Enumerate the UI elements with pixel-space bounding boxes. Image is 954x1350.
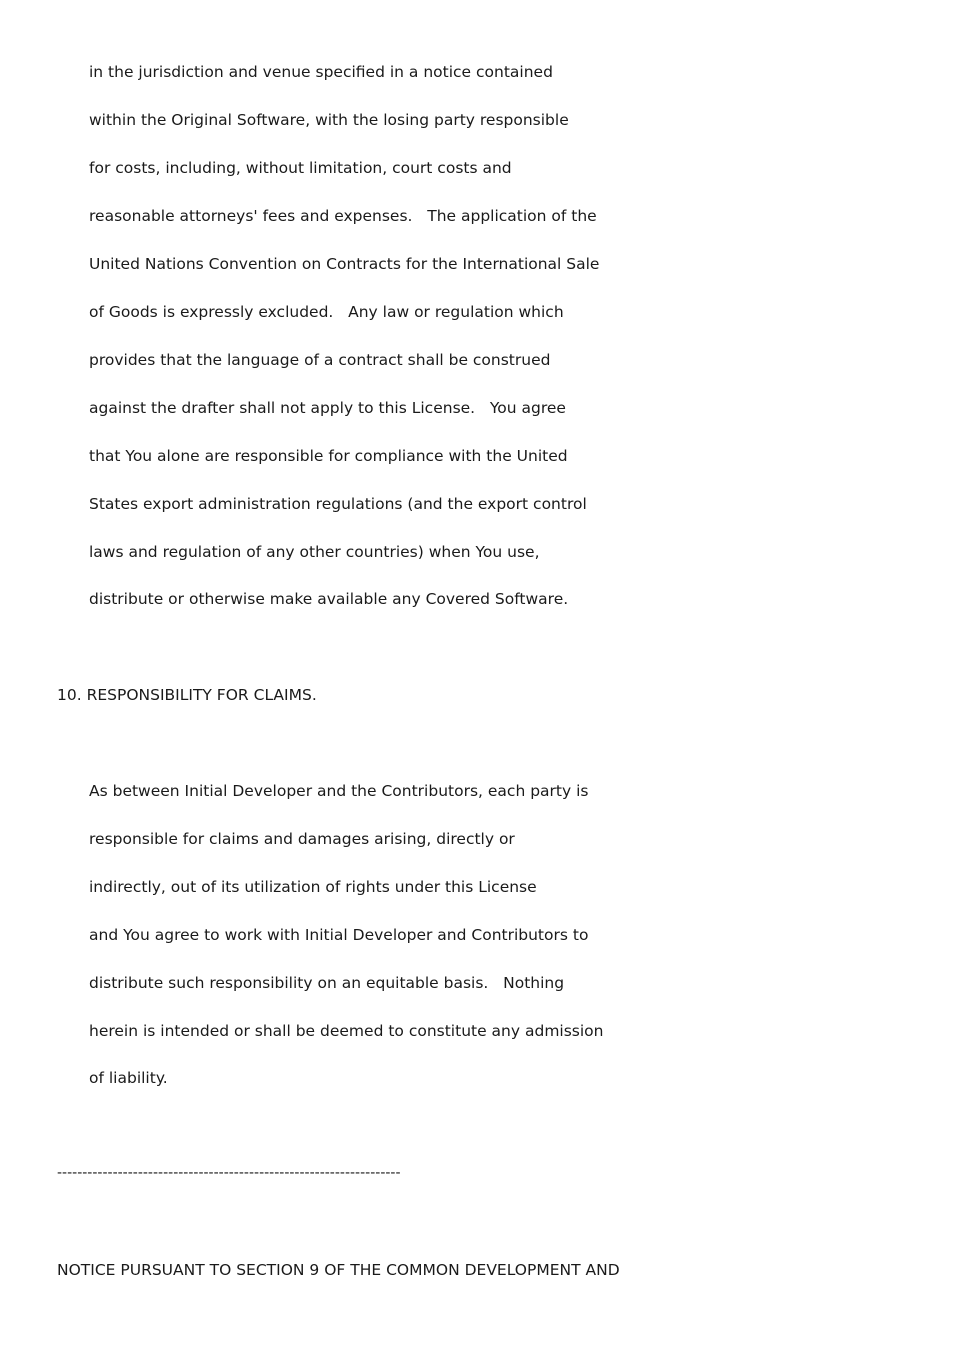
paragraph-2-line: and You agree to work with Initial Developer and Contributors to bbox=[89, 926, 589, 944]
section-heading: 10. RESPONSIBILITY FOR CLAIMS. bbox=[57, 686, 317, 704]
paragraph-1-line: reasonable attorneys' fees and expenses. The application of the bbox=[89, 207, 597, 225]
notice-heading: NOTICE PURSUANT TO SECTION 9 OF THE COMMON DEVELOPMENT AND bbox=[57, 1261, 620, 1279]
paragraph-2-line: herein is intended or shall be deemed to constitute any admission bbox=[89, 1022, 604, 1040]
paragraph-2-line: of liability. bbox=[89, 1069, 168, 1087]
paragraph-1-line: that You alone are responsible for compliance with the United bbox=[89, 447, 568, 465]
paragraph-1-line: for costs, including, without limitation, court costs and bbox=[89, 159, 512, 177]
paragraph-1-line: States export administration regulations (and the export control bbox=[89, 495, 587, 513]
paragraph-1-line: of Goods is expressly excluded. Any law or regulation which bbox=[89, 303, 564, 321]
dashed-divider: -------------------------------------------------------------------- bbox=[57, 1165, 401, 1181]
paragraph-1-line: in the jurisdiction and venue specified in a notice contained bbox=[89, 63, 553, 81]
paragraph-1-line: against the drafter shall not apply to this License. You agree bbox=[89, 399, 566, 417]
paragraph-1-line: United Nations Convention on Contracts for the International Sale bbox=[89, 255, 600, 273]
paragraph-2-line: distribute such responsibility on an equitable basis. Nothing bbox=[89, 974, 565, 992]
paragraph-1-line: provides that the language of a contract shall be construed bbox=[89, 351, 551, 369]
paragraph-1-line: distribute or otherwise make available any Covered Software. bbox=[89, 590, 569, 608]
paragraph-2-line: responsible for claims and damages arising, directly or bbox=[89, 830, 515, 848]
paragraph-2-line: As between Initial Developer and the Contributors, each party is bbox=[89, 782, 589, 800]
paragraph-1-line: within the Original Software, with the losing party responsible bbox=[89, 111, 569, 129]
paragraph-1-line: laws and regulation of any other countries) when You use, bbox=[89, 543, 540, 561]
paragraph-2-line: indirectly, out of its utilization of rights under this License bbox=[89, 878, 537, 896]
